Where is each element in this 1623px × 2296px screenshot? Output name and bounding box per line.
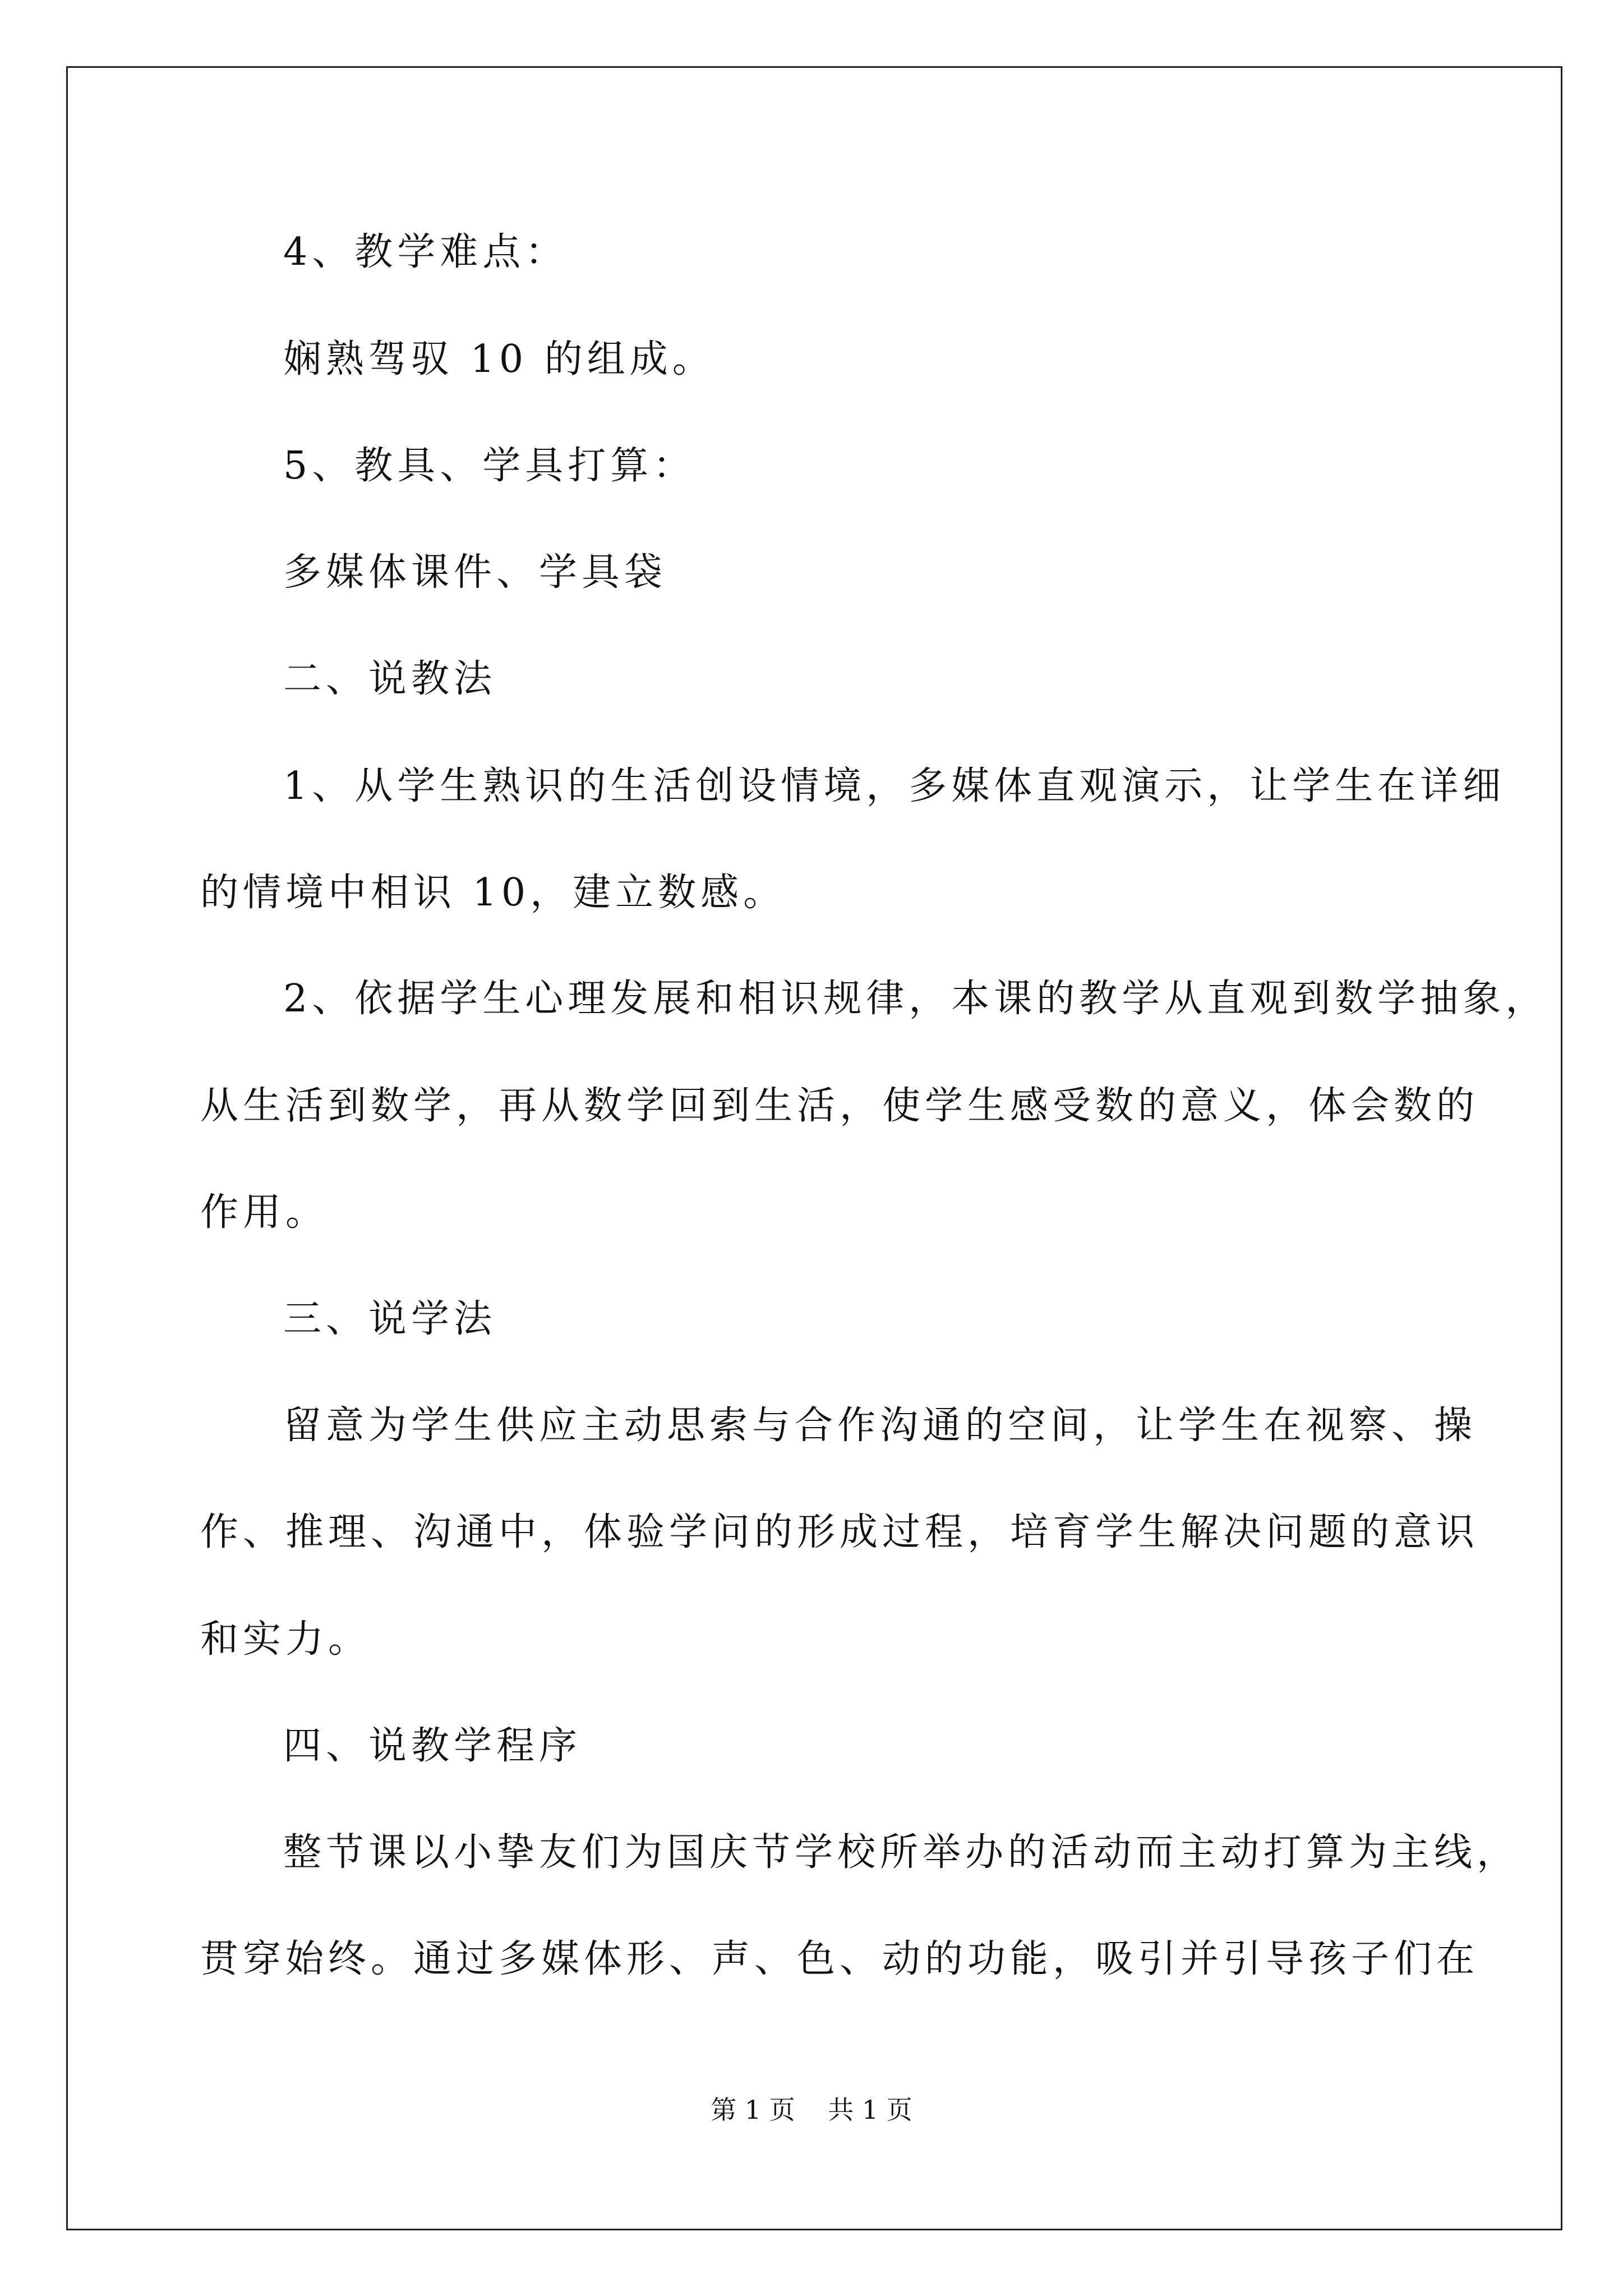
text-line: 四、说教学程序 [283,1724,582,1768]
text-line: 1、从学生熟识的生活创设情境，多媒体直观演示，让学生在详细 [283,764,1506,808]
text-line: 二、说教法 [283,657,497,701]
text-line: 贯穿始终。通过多媒体形、声、色、动的功能，吸引并引导孩子们在 [200,1937,1479,1981]
text-line: 4、教学难点： [283,230,568,274]
text-line: 的情境中相识 10，建立数感。 [200,871,786,915]
text-line: 从生活到数学，再从数学回到生活，使学生感受数的意义，体会数的 [200,1084,1479,1128]
page-number: 第 1 页 共 1 页 [711,2095,912,2125]
text-line: 和实力。 [200,1617,371,1662]
text-line: 三、说学法 [283,1297,497,1341]
text-line: 娴熟驾驭 10 的组成。 [283,337,715,381]
text-line: 2、依据学生心理发展和相识规律，本课的教学从直观到数学抽象， [283,977,1548,1021]
text-line: 作、推理、沟通中，体验学问的形成过程，培育学生解决问题的意识 [200,1510,1479,1554]
text-line: 多媒体课件、学具袋 [283,550,667,595]
text-line: 整节课以小挚友们为国庆节学校所举办的活动而主动打算为主线， [283,1830,1520,1875]
text-line: 作用。 [200,1190,329,1235]
text-line: 5、教具、学具打算： [283,444,696,488]
text-line: 留意为学生供应主动思索与合作沟通的空间，让学生在视察、操 [283,1404,1477,1448]
